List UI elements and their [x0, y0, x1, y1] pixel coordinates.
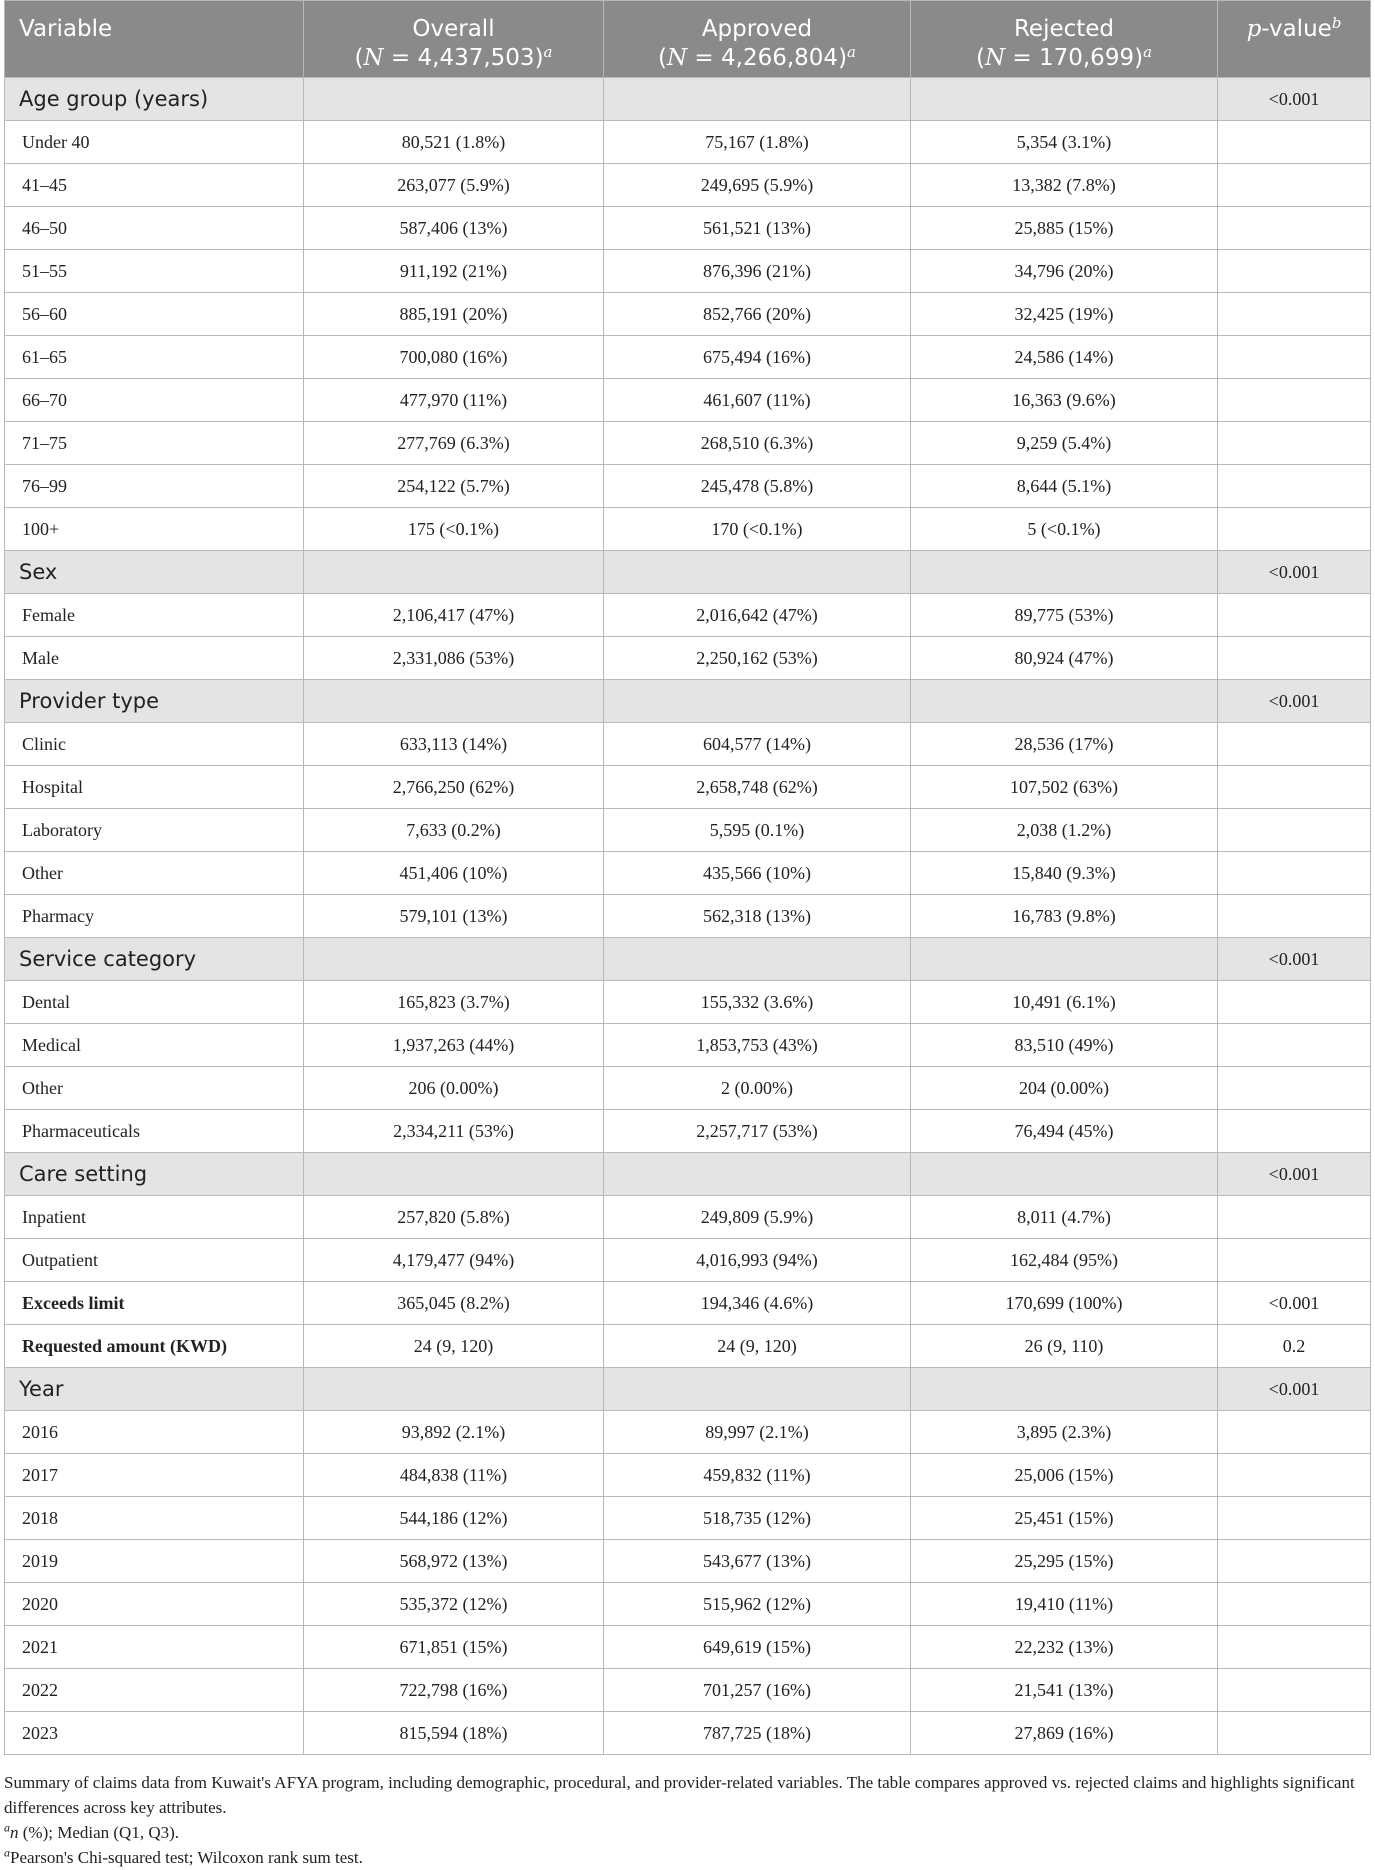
p-value-cell: [1218, 1024, 1371, 1067]
approved-cell: 75,167 (1.8%): [604, 121, 911, 164]
header-rejected: Rejected (N = 170,699)$^a$: [911, 1, 1218, 78]
overall-cell: 263,077 (5.9%): [304, 164, 604, 207]
approved-cell: 245,478 (5.8%): [604, 465, 911, 508]
rejected-cell: 21,541 (13%): [911, 1669, 1218, 1712]
rejected-cell: 25,295 (15%): [911, 1540, 1218, 1583]
overall-cell: 535,372 (12%): [304, 1583, 604, 1626]
approved-cell: 194,346 (4.6%): [604, 1282, 911, 1325]
overall-cell: 80,521 (1.8%): [304, 121, 604, 164]
table-header-row: [5, 1, 1371, 78]
rejected-cell: 34,796 (20%): [911, 250, 1218, 293]
header-approved: Approved (N = 4,266,804)$^a$: [604, 1, 911, 78]
row-label: Service category: [5, 938, 304, 981]
approved-cell: 561,521 (13%): [604, 207, 911, 250]
p-value-cell: <0.001: [1218, 1153, 1371, 1196]
table-footnotes: [4, 1770, 1370, 1870]
row-label: 76–99: [5, 465, 304, 508]
approved-cell: 852,766 (20%): [604, 293, 911, 336]
table-row: [5, 121, 1371, 164]
approved-cell: [604, 1368, 911, 1411]
table-row: [5, 207, 1371, 250]
p-value-cell: [1218, 594, 1371, 637]
rejected-cell: 204 (0.00%): [911, 1067, 1218, 1110]
rejected-cell: 24,586 (14%): [911, 336, 1218, 379]
row-label: 2018: [5, 1497, 304, 1540]
row-label: Care setting: [5, 1153, 304, 1196]
approved-cell: 5,595 (0.1%): [604, 809, 911, 852]
p-value-cell: [1218, 766, 1371, 809]
row-label: Male: [5, 637, 304, 680]
row-label: 2019: [5, 1540, 304, 1583]
overall-cell: 722,798 (16%): [304, 1669, 604, 1712]
row-label: Female: [5, 594, 304, 637]
claims-summary-table-container: [4, 0, 1370, 1755]
p-value-cell: [1218, 1540, 1371, 1583]
footnote-b: $^a$Pearson's Chi-squared test; Wilcoxon rank sum test.: [4, 1845, 363, 1867]
p-value-cell: [1218, 1411, 1371, 1454]
table-row: [5, 852, 1371, 895]
row-label: Pharmaceuticals: [5, 1110, 304, 1153]
overall-cell: 671,851 (15%): [304, 1626, 604, 1669]
overall-cell: 206 (0.00%): [304, 1067, 604, 1110]
row-label: Under 40: [5, 121, 304, 164]
table-row: [5, 1454, 1371, 1497]
approved-cell: 2,016,642 (47%): [604, 594, 911, 637]
table-row: [5, 766, 1371, 809]
table-row: [5, 1411, 1371, 1454]
p-value-cell: [1218, 207, 1371, 250]
overall-cell: 568,972 (13%): [304, 1540, 604, 1583]
rejected-cell: 170,699 (100%): [911, 1282, 1218, 1325]
approved-cell: 4,016,993 (94%): [604, 1239, 911, 1282]
table-row: [5, 336, 1371, 379]
overall-cell: 254,122 (5.7%): [304, 465, 604, 508]
approved-cell: 249,695 (5.9%): [604, 164, 911, 207]
table-row: [5, 379, 1371, 422]
overall-cell: 477,970 (11%): [304, 379, 604, 422]
approved-cell: [604, 78, 911, 121]
table-row: [5, 1540, 1371, 1583]
rejected-cell: 13,382 (7.8%): [911, 164, 1218, 207]
overall-cell: 93,892 (2.1%): [304, 1411, 604, 1454]
approved-cell: 461,607 (11%): [604, 379, 911, 422]
rejected-cell: 16,363 (9.6%): [911, 379, 1218, 422]
p-value-cell: 0.2: [1218, 1325, 1371, 1368]
row-label: 56–60: [5, 293, 304, 336]
approved-cell: 876,396 (21%): [604, 250, 911, 293]
row-label: 41–45: [5, 164, 304, 207]
table-row: [5, 1024, 1371, 1067]
rejected-cell: 27,869 (16%): [911, 1712, 1218, 1755]
p-value-cell: [1218, 1712, 1371, 1755]
rejected-cell: [911, 78, 1218, 121]
p-value-cell: [1218, 1626, 1371, 1669]
rejected-cell: [911, 938, 1218, 981]
approved-cell: 515,962 (12%): [604, 1583, 911, 1626]
p-value-cell: [1218, 723, 1371, 766]
approved-cell: 155,332 (3.6%): [604, 981, 911, 1024]
table-row: [5, 1239, 1371, 1282]
p-value-cell: [1218, 379, 1371, 422]
table-row: [5, 1110, 1371, 1153]
rejected-cell: 15,840 (9.3%): [911, 852, 1218, 895]
overall-cell: 633,113 (14%): [304, 723, 604, 766]
table-row: [5, 895, 1371, 938]
table-row: [5, 723, 1371, 766]
table-group-row: [5, 1153, 1371, 1196]
header-overall: Overall (N = 4,437,503)$^a$: [304, 1, 604, 78]
row-label: 66–70: [5, 379, 304, 422]
rejected-cell: 28,536 (17%): [911, 723, 1218, 766]
p-value-cell: [1218, 895, 1371, 938]
overall-cell: 175 (<0.1%): [304, 508, 604, 551]
table-row: [5, 422, 1371, 465]
p-value-cell: <0.001: [1218, 1282, 1371, 1325]
rejected-cell: 76,494 (45%): [911, 1110, 1218, 1153]
p-value-cell: [1218, 1669, 1371, 1712]
approved-cell: 518,735 (12%): [604, 1497, 911, 1540]
table-row: [5, 1712, 1371, 1755]
header-variable: Variable: [5, 1, 304, 78]
row-label: 51–55: [5, 250, 304, 293]
rejected-cell: [911, 1368, 1218, 1411]
rejected-cell: 8,644 (5.1%): [911, 465, 1218, 508]
rejected-cell: 16,783 (9.8%): [911, 895, 1218, 938]
row-label: 2023: [5, 1712, 304, 1755]
row-label: 2017: [5, 1454, 304, 1497]
p-value-cell: [1218, 293, 1371, 336]
table-row: [5, 1067, 1371, 1110]
row-label: Pharmacy: [5, 895, 304, 938]
row-label: Sex: [5, 551, 304, 594]
rejected-cell: 107,502 (63%): [911, 766, 1218, 809]
table-row: [5, 637, 1371, 680]
approved-cell: 2 (0.00%): [604, 1067, 911, 1110]
table-row: [5, 164, 1371, 207]
p-value-cell: [1218, 164, 1371, 207]
row-label: Other: [5, 852, 304, 895]
approved-cell: 649,619 (15%): [604, 1626, 911, 1669]
row-label: Hospital: [5, 766, 304, 809]
approved-cell: 2,658,748 (62%): [604, 766, 911, 809]
overall-cell: 277,769 (6.3%): [304, 422, 604, 465]
table-row: [5, 594, 1371, 637]
overall-cell: 2,331,086 (53%): [304, 637, 604, 680]
p-value-cell: [1218, 1454, 1371, 1497]
p-value-cell: [1218, 809, 1371, 852]
rejected-cell: 26 (9, 110): [911, 1325, 1218, 1368]
overall-cell: [304, 1368, 604, 1411]
table-row: [5, 809, 1371, 852]
claims-summary-table: [4, 0, 1371, 1755]
overall-cell: 7,633 (0.2%): [304, 809, 604, 852]
table-row: [5, 1282, 1371, 1325]
overall-cell: 579,101 (13%): [304, 895, 604, 938]
overall-cell: 587,406 (13%): [304, 207, 604, 250]
approved-cell: 24 (9, 120): [604, 1325, 911, 1368]
p-value-cell: [1218, 981, 1371, 1024]
rejected-cell: 80,924 (47%): [911, 637, 1218, 680]
rejected-cell: [911, 1153, 1218, 1196]
row-label: Inpatient: [5, 1196, 304, 1239]
approved-cell: 2,250,162 (53%): [604, 637, 911, 680]
rejected-cell: 83,510 (49%): [911, 1024, 1218, 1067]
p-value-cell: [1218, 852, 1371, 895]
overall-cell: 365,045 (8.2%): [304, 1282, 604, 1325]
p-value-cell: [1218, 1196, 1371, 1239]
overall-cell: [304, 938, 604, 981]
table-row: [5, 1497, 1371, 1540]
row-label: 2020: [5, 1583, 304, 1626]
approved-cell: 249,809 (5.9%): [604, 1196, 911, 1239]
table-row: [5, 250, 1371, 293]
rejected-cell: 2,038 (1.2%): [911, 809, 1218, 852]
table-row: [5, 1669, 1371, 1712]
row-label: Requested amount (KWD): [5, 1325, 304, 1368]
overall-cell: 484,838 (11%): [304, 1454, 604, 1497]
approved-cell: 170 (<0.1%): [604, 508, 911, 551]
rejected-cell: 89,775 (53%): [911, 594, 1218, 637]
p-value-cell: [1218, 508, 1371, 551]
rejected-cell: 162,484 (95%): [911, 1239, 1218, 1282]
table-row: [5, 981, 1371, 1024]
rejected-cell: 25,006 (15%): [911, 1454, 1218, 1497]
table-body: [5, 78, 1371, 1755]
rejected-cell: [911, 551, 1218, 594]
p-value-cell: [1218, 121, 1371, 164]
p-value-cell: [1218, 336, 1371, 379]
rejected-cell: 25,885 (15%): [911, 207, 1218, 250]
overall-cell: 24 (9, 120): [304, 1325, 604, 1368]
row-label: Age group (years): [5, 78, 304, 121]
rejected-cell: 19,410 (11%): [911, 1583, 1218, 1626]
p-value-cell: [1218, 250, 1371, 293]
overall-cell: 885,191 (20%): [304, 293, 604, 336]
overall-cell: 2,106,417 (47%): [304, 594, 604, 637]
p-value-cell: <0.001: [1218, 551, 1371, 594]
approved-cell: 2,257,717 (53%): [604, 1110, 911, 1153]
overall-cell: 257,820 (5.8%): [304, 1196, 604, 1239]
rejected-cell: 8,011 (4.7%): [911, 1196, 1218, 1239]
row-label: Exceeds limit: [5, 1282, 304, 1325]
p-value-cell: [1218, 422, 1371, 465]
table-group-row: [5, 680, 1371, 723]
approved-cell: [604, 938, 911, 981]
table-group-row: [5, 1368, 1371, 1411]
footnote-a: $^a$n (%); Median (Q1, Q3).: [4, 1820, 180, 1842]
overall-cell: 451,406 (10%): [304, 852, 604, 895]
overall-cell: [304, 680, 604, 723]
row-label: 2022: [5, 1669, 304, 1712]
approved-cell: 459,832 (11%): [604, 1454, 911, 1497]
footnote-summary: Summary of claims data from Kuwait's AFYA program, including demographic, procedural, and provider-related variables. The table compares approved vs. rejected claims and highlights significant differences across key attributes.: [4, 1773, 1355, 1817]
overall-cell: 544,186 (12%): [304, 1497, 604, 1540]
approved-cell: 701,257 (16%): [604, 1669, 911, 1712]
row-label: 2021: [5, 1626, 304, 1669]
p-value-cell: [1218, 1583, 1371, 1626]
row-label: Medical: [5, 1024, 304, 1067]
table-row: [5, 1626, 1371, 1669]
row-label: 100+: [5, 508, 304, 551]
rejected-cell: 3,895 (2.3%): [911, 1411, 1218, 1454]
rejected-cell: 9,259 (5.4%): [911, 422, 1218, 465]
approved-cell: [604, 680, 911, 723]
overall-cell: 4,179,477 (94%): [304, 1239, 604, 1282]
table-row: [5, 293, 1371, 336]
approved-cell: 435,566 (10%): [604, 852, 911, 895]
approved-cell: 787,725 (18%): [604, 1712, 911, 1755]
table-row: [5, 508, 1371, 551]
p-value-cell: [1218, 465, 1371, 508]
overall-cell: 815,594 (18%): [304, 1712, 604, 1755]
table-group-row: [5, 938, 1371, 981]
row-label: Outpatient: [5, 1239, 304, 1282]
p-value-cell: [1218, 1110, 1371, 1153]
rejected-cell: 25,451 (15%): [911, 1497, 1218, 1540]
approved-cell: 1,853,753 (43%): [604, 1024, 911, 1067]
overall-cell: 2,334,211 (53%): [304, 1110, 604, 1153]
p-value-cell: [1218, 1497, 1371, 1540]
header-p-value: p-value$^b$: [1218, 1, 1371, 78]
approved-cell: 268,510 (6.3%): [604, 422, 911, 465]
approved-cell: 604,577 (14%): [604, 723, 911, 766]
row-label: 61–65: [5, 336, 304, 379]
rejected-cell: 22,232 (13%): [911, 1626, 1218, 1669]
overall-cell: [304, 551, 604, 594]
overall-cell: 2,766,250 (62%): [304, 766, 604, 809]
row-label: 71–75: [5, 422, 304, 465]
table-row: [5, 1583, 1371, 1626]
overall-cell: 1,937,263 (44%): [304, 1024, 604, 1067]
rejected-cell: [911, 680, 1218, 723]
approved-cell: 562,318 (13%): [604, 895, 911, 938]
approved-cell: 543,677 (13%): [604, 1540, 911, 1583]
overall-cell: [304, 78, 604, 121]
rejected-cell: 10,491 (6.1%): [911, 981, 1218, 1024]
overall-cell: 700,080 (16%): [304, 336, 604, 379]
overall-cell: [304, 1153, 604, 1196]
row-label: Provider type: [5, 680, 304, 723]
rejected-cell: 5,354 (3.1%): [911, 121, 1218, 164]
approved-cell: [604, 551, 911, 594]
overall-cell: 911,192 (21%): [304, 250, 604, 293]
p-value-cell: <0.001: [1218, 78, 1371, 121]
rejected-cell: 5 (<0.1%): [911, 508, 1218, 551]
overall-cell: 165,823 (3.7%): [304, 981, 604, 1024]
table-row: [5, 1325, 1371, 1368]
p-value-cell: [1218, 1239, 1371, 1282]
p-value-cell: <0.001: [1218, 1368, 1371, 1411]
table-group-row: [5, 551, 1371, 594]
table-row: [5, 1196, 1371, 1239]
approved-cell: 89,997 (2.1%): [604, 1411, 911, 1454]
p-value-cell: [1218, 1067, 1371, 1110]
approved-cell: [604, 1153, 911, 1196]
row-label: 46–50: [5, 207, 304, 250]
row-label: Clinic: [5, 723, 304, 766]
table-group-row: [5, 78, 1371, 121]
row-label: Other: [5, 1067, 304, 1110]
p-value-cell: <0.001: [1218, 680, 1371, 723]
row-label: 2016: [5, 1411, 304, 1454]
row-label: Laboratory: [5, 809, 304, 852]
row-label: Year: [5, 1368, 304, 1411]
rejected-cell: 32,425 (19%): [911, 293, 1218, 336]
p-value-cell: <0.001: [1218, 938, 1371, 981]
approved-cell: 675,494 (16%): [604, 336, 911, 379]
table-row: [5, 465, 1371, 508]
row-label: Dental: [5, 981, 304, 1024]
p-value-cell: [1218, 637, 1371, 680]
